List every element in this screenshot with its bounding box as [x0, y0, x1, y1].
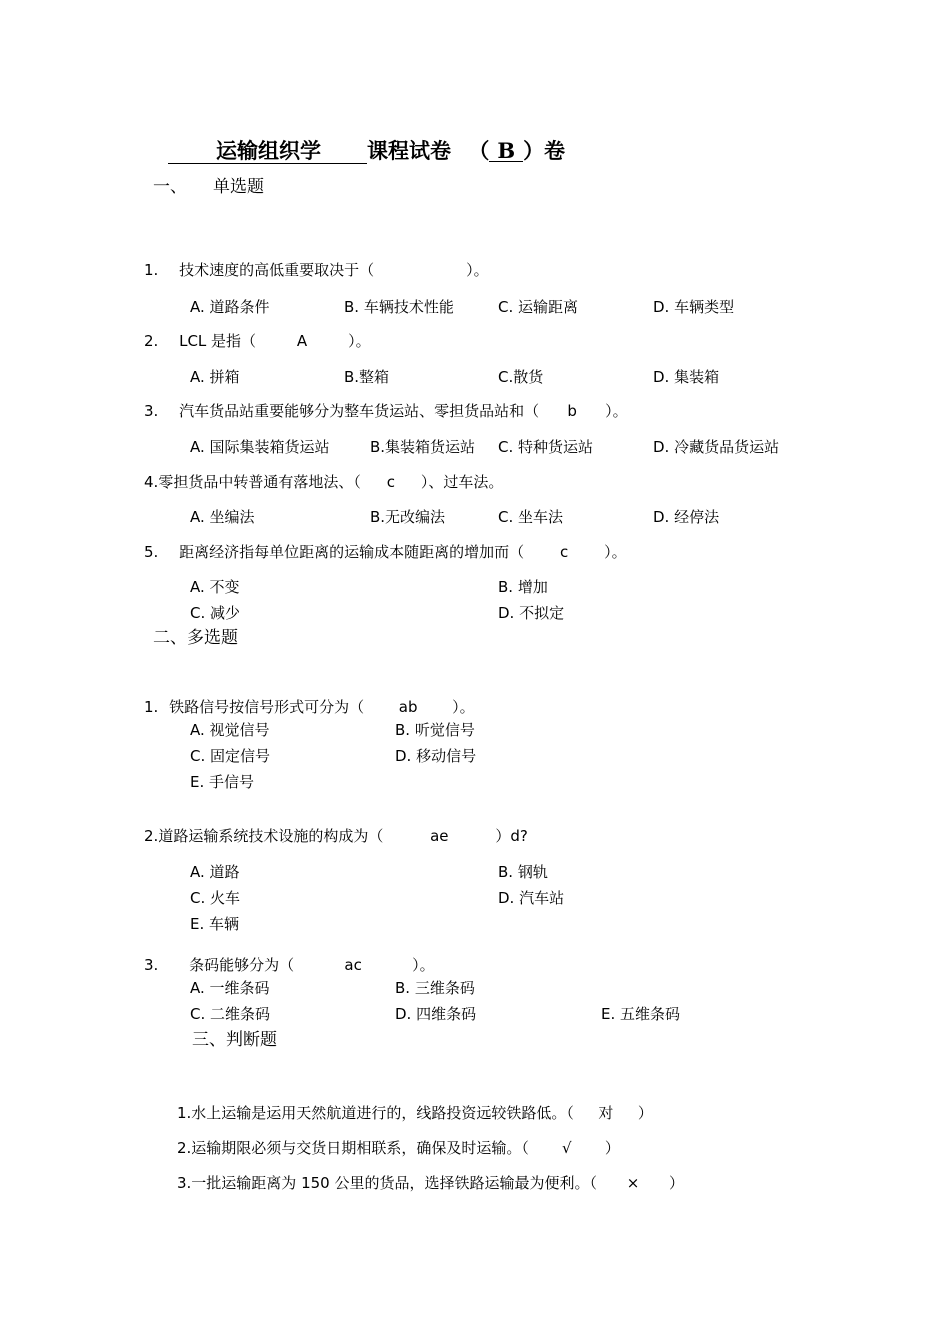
option-a: A. 道路: [190, 863, 240, 881]
question-end: ）。: [605, 402, 628, 420]
paper-version: B: [489, 140, 523, 162]
single-q3: [144, 404, 628, 419]
title-paren-open: （: [468, 139, 490, 163]
question-stem: 3.一批运输距离为 150 公里的货品，选择铁路运输最为便利。（: [177, 1174, 597, 1192]
option-a: A. 道路条件: [190, 298, 270, 316]
answer-blank: ae: [430, 827, 449, 845]
question-end: ）。: [348, 332, 371, 350]
judge-q3: [177, 1176, 684, 1191]
option-c: C. 固定信号: [190, 747, 271, 765]
option-c: C. 减少: [190, 604, 241, 622]
question-number: 3.: [144, 956, 159, 974]
question-end: ）。: [412, 956, 435, 974]
option-b: B. 钢轨: [498, 863, 548, 881]
option-a: A. 拼箱: [190, 368, 240, 386]
question-number: 2.: [144, 827, 159, 845]
question-number: 1.: [144, 698, 159, 716]
answer-blank: c: [386, 473, 395, 491]
option-c: C. 火车: [190, 889, 241, 907]
question-stem: 技术速度的高低重要取决于（: [179, 261, 375, 279]
answer-blank: ab: [398, 698, 418, 716]
question-stem: 汽车货品站重要能够分为整车货运站、零担货品站和（: [179, 402, 540, 420]
answer-blank: b: [567, 402, 577, 420]
option-e: E. 五维条码: [601, 1005, 681, 1023]
option-d: D. 四维条码: [395, 1005, 477, 1023]
multi-q3: [144, 958, 435, 973]
option-a: A. 坐编法: [190, 508, 255, 526]
option-c: C.散货: [498, 368, 544, 386]
question-end: ）: [668, 1174, 684, 1192]
question-stem: 道路运输系统技术设施的构成为（: [158, 827, 384, 845]
question-end: ）。: [452, 698, 475, 716]
section-multi-heading: 二、多选题: [153, 628, 238, 648]
single-q2: [144, 334, 371, 349]
option-c: C. 坐车法: [498, 508, 564, 526]
question-end: ）d?: [495, 827, 528, 845]
option-d: D. 集装箱: [653, 368, 720, 386]
question-stem: LCL 是指（: [179, 332, 257, 350]
answer-blank: ×: [626, 1174, 640, 1192]
option-b: B. 车辆技术性能: [344, 298, 454, 316]
question-end: ）: [604, 1139, 620, 1157]
option-d: D. 移动信号: [395, 747, 477, 765]
option-a: A. 国际集装箱货运站: [190, 438, 330, 456]
question-stem: 2.运输期限必须与交货日期相联系，确保及时运输。（: [177, 1139, 529, 1157]
option-c: C. 特种货运站: [498, 438, 594, 456]
option-d: D. 汽车站: [498, 889, 565, 907]
section-judge-heading: 三、判断题: [192, 1030, 277, 1050]
option-c: C. 运输距离: [498, 298, 579, 316]
option-d: D. 经停法: [653, 508, 720, 526]
course-name: 运输组织学: [168, 141, 367, 164]
option-b: B. 听觉信号: [395, 721, 475, 739]
answer-blank: A: [296, 332, 308, 350]
single-q5: [144, 545, 627, 560]
question-stem: 零担货品中转普通有落地法、（: [158, 473, 361, 491]
question-stem: 距离经济指每单位距离的运输成本随距离的增加而（: [179, 543, 525, 561]
page-title: [168, 140, 565, 164]
option-a: A. 一维条码: [190, 979, 270, 997]
question-end: ）: [637, 1104, 653, 1122]
option-b: B. 三维条码: [395, 979, 475, 997]
option-c: C. 二维条码: [190, 1005, 271, 1023]
answer-blank: √: [562, 1139, 572, 1157]
option-b: B.无改编法: [370, 508, 446, 526]
option-a: A. 视觉信号: [190, 721, 270, 739]
question-number: 4.: [144, 473, 159, 491]
option-a: A. 不变: [190, 578, 240, 596]
title-paren-close: ）卷: [523, 139, 566, 163]
option-b: B. 增加: [498, 578, 548, 596]
section-number: 一、: [153, 177, 187, 197]
question-end: ）。: [466, 261, 489, 279]
single-q4: [144, 475, 503, 490]
option-d: D. 不拟定: [498, 604, 565, 622]
multi-q2: [144, 829, 528, 844]
answer-blank: 对: [598, 1104, 614, 1122]
question-stem: 铁路信号按信号形式可分为（: [169, 698, 365, 716]
question-stem: 1.水上运输是运用天然航道进行的，线路投资远较铁路低。（: [177, 1104, 574, 1122]
question-number: 2.: [144, 332, 159, 350]
question-number: 5.: [144, 543, 159, 561]
judge-q1: [177, 1106, 653, 1121]
answer-blank: ac: [344, 956, 362, 974]
answer-blank: c: [559, 543, 569, 561]
option-d: D. 车辆类型: [653, 298, 735, 316]
judge-q2: [177, 1141, 620, 1156]
question-end: ）。: [604, 543, 627, 561]
section-name: 单选题: [213, 177, 264, 197]
option-b: B.整箱: [344, 368, 390, 386]
question-stem: 条码能够分为（: [189, 956, 295, 974]
option-b: B.集装箱货运站: [370, 438, 476, 456]
multi-q1: [144, 700, 475, 715]
option-e: E. 手信号: [190, 773, 255, 791]
option-e: E. 车辆: [190, 915, 240, 933]
question-number: 3.: [144, 402, 159, 420]
option-d: D. 冷藏货品货运站: [653, 438, 780, 456]
question-end: ）、过车法。: [420, 473, 504, 491]
section-single-heading: [153, 179, 264, 196]
question-number: 1.: [144, 261, 159, 279]
title-suffix: 课程试卷: [367, 139, 451, 163]
single-q1: [144, 263, 489, 278]
